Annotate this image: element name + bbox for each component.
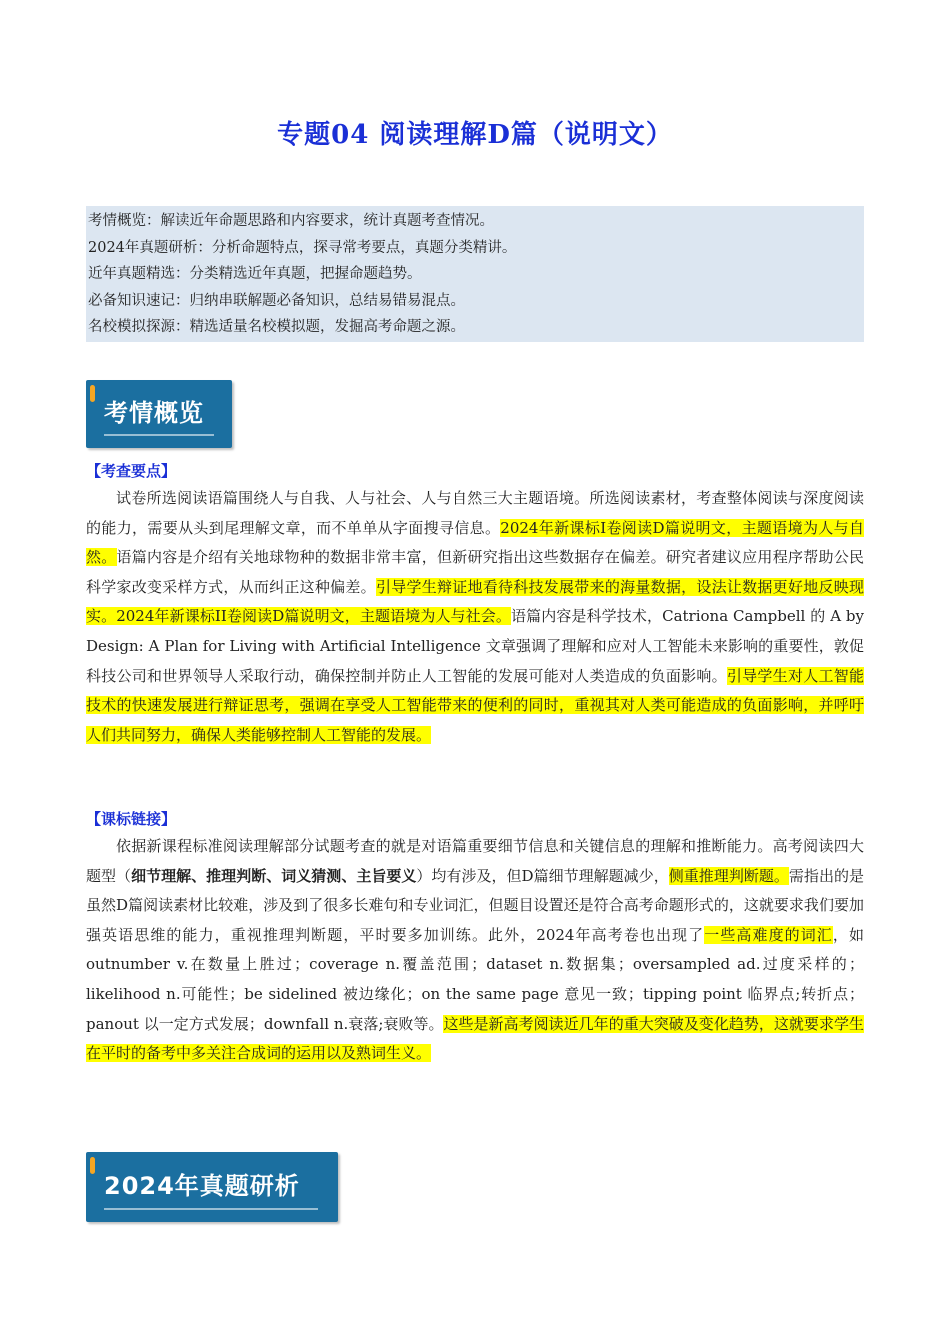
overview-box [86,206,864,342]
key-points-paragraph [86,484,864,750]
text-run: 语篇内容是科学技术，Catriona Campbell 的 A by Design: A Plan for Living with Artificial Intelligence 文章强调了理解和应对人工智能未来影响的重要性，敦促科技公司和世界领导人采取行动，确保控制并防止人工智能的发展可能对人类造成的负面影响。 [86,607,864,685]
text-run: ，如outnumber v.在数量上胜过；coverage n.覆盖范围；dataset n.数据集；oversampled ad.过度采样的；likelihood n.可能性；be sidelined 被边缘化；on the same page 意见一致；tipping point 临界点;转折点；panout 以一定方式发展；downfall n.衰落;衰败等。 [86,925,864,1033]
banner-accent [90,385,95,402]
text-run: ）均有涉及，但D篇细节理解题减少， [416,866,669,885]
text-run: 依据新课程标准阅读理解部分试题考查的就是对语篇重要细节信息和关键信息的理解和推断能力。高考阅读四大题型（ [86,837,864,885]
curriculum-paragraph [86,832,864,1069]
highlight-run: 侧重推理判断题。 [668,866,789,885]
highlight-run: 2024年新课标I卷阅读D篇说明文，主题语境为人与自然。 [86,518,864,567]
highlight-run: 一些高难度的词汇 [704,925,833,944]
section-banner-2024-analysis [86,1152,338,1222]
highlight-run: 引导学生辩证地看待科技发展带来的海量数据，设法让数据更好地反映现实。2024年新课标II卷阅读D篇说明文，主题语境为人与社会。 [86,577,864,626]
highlight-run: 这些是新高考阅读近几年的重大突破及变化趋势，这就要求学生在平时的备考中多关注合成词的运用以及熟词生义。 [86,1014,864,1063]
section-heading-key-points: 【考查要点】 [86,462,177,480]
banner-label: 考情概览 [104,399,204,427]
highlight-run: 引导学生对人工智能技术的快速发展进行辩证思考，强调在享受人工智能带来的便利的同时，重视其对人类可能造成的负面影响，并呼吁人们共同努力，确保人类能够控制人工智能的发展。 [86,666,864,744]
overview-line: 考情概览：解读近年命题思路和内容要求，统计真题考查情况。 [88,213,494,229]
banner-underline [104,434,214,436]
text-run: 语篇内容是介绍有关地球物种的数据非常丰富，但新研究指出这些数据存在偏差。研究者建议应用程序帮助公民科学家改变采样方式，从而纠正这种偏差。 [86,548,864,596]
text-run: 试卷所选阅读语篇围绕人与自我、人与社会、人与自然三大主题语境。所选阅读素材，考查整体阅读与深度阅读的能力，需要从头到尾理解文章，而不单单从字面搜寻信息。 [86,489,864,537]
overview-line: 必备知识速记：归纳串联解题必备知识，总结易错易混点。 [88,292,465,309]
banner-accent [90,1157,95,1174]
section-heading-curriculum: 【课标链接】 [86,810,177,828]
overview-line: 近年真题精选：分类精选近年真题，把握命题趋势。 [88,266,422,282]
banner-underline [104,1208,318,1210]
overview-line: 名校模拟探源：精选适量名校模拟题，发掘高考命题之源。 [88,319,465,335]
overview-line: 2024年真题研析：分析命题特点，探寻常考要点，真题分类精讲。 [88,239,517,256]
banner-label: 2024年真题研析 [104,1172,300,1200]
page-title: 专题04 阅读理解D篇（说明文） [277,120,673,150]
bold-run: 细节理解、推理判断、词义猜测、主旨要义 [131,866,417,885]
section-banner-overview [86,380,232,448]
text-run: 需指出的是虽然D篇阅读素材比较难，涉及到了很多长难句和专业词汇，但题目设置还是符合高考命题形式的，这就要求我们要加强英语思维的能力，重视推理判断题，平时要多加训练。此外，2024年高考卷也出现了 [86,866,864,944]
